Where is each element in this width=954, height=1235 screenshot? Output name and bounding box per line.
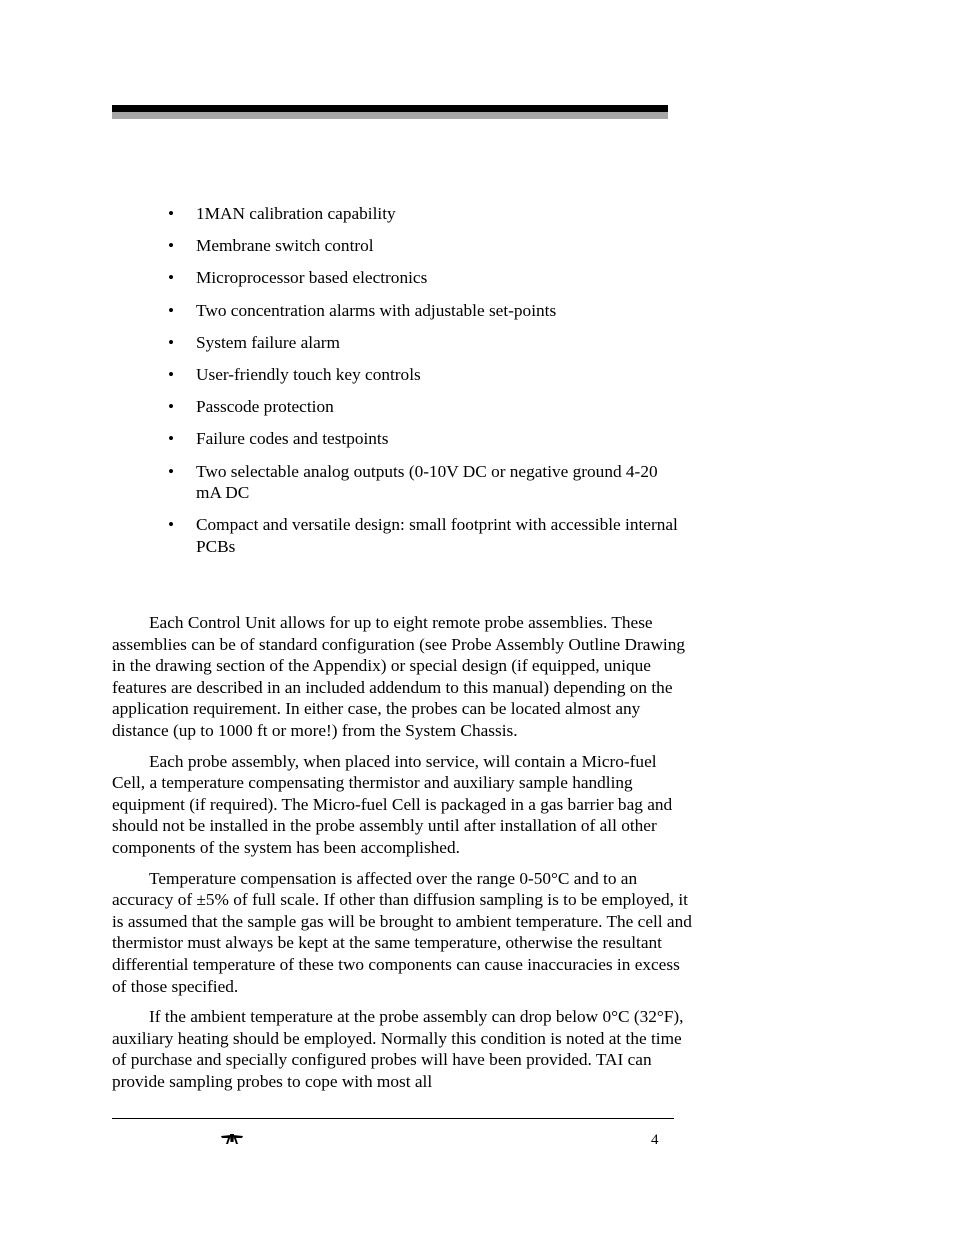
feature-text: Microprocessor based electronics xyxy=(196,268,428,288)
feature-text: Failure codes and testpoints xyxy=(196,429,389,449)
list-item xyxy=(166,300,686,322)
list-item xyxy=(166,235,686,257)
page-number: 4 xyxy=(651,1132,659,1148)
paragraph: Each probe assembly, when placed into service, will contain a Micro-fuel Cell, a temperature compensating thermistor and auxiliary sample handling equipment (if required). The Micro-fuel Cell is packaged in a gas barrier bag and should not be installed in the probe assembly until after installation of all other components of the system has been accomplished. xyxy=(112,751,673,857)
paragraph: If the ambient temperature at the probe assembly can drop below 0°C (32°F), auxiliary heating should be employed. Normally this condition is noted at the time of purchase and specially configured probes will have been provided. TAI can provide sampling probes to cope with most all xyxy=(112,1007,684,1091)
bullet-icon: • xyxy=(168,332,175,352)
list-item xyxy=(166,428,686,450)
list-item xyxy=(166,203,686,225)
feature-text: Membrane switch control xyxy=(196,236,374,256)
feature-list xyxy=(166,203,686,568)
feature-text: System failure alarm xyxy=(196,332,340,352)
paragraph: Each Control Unit allows for up to eight remote probe assemblies. These assemblies can be of standard configuration (see Probe Assembly Outline Drawing in the drawing section of the Appendix) or special design (if equipped, unique features are described in an included addendum to this manual) depending on the application requirement. In either case, the probes can be located almost any distance (up to 1000 ft or more!) from the System Chassis. xyxy=(112,613,686,740)
bullet-icon: • xyxy=(168,268,175,288)
list-item xyxy=(166,267,686,289)
header-rule-dark xyxy=(112,105,668,112)
feature-text: User-friendly touch key controls xyxy=(196,364,421,384)
footer-rule xyxy=(112,1118,674,1119)
header-rule-light xyxy=(112,112,668,119)
bullet-icon: • xyxy=(168,515,175,535)
bullet-icon: • xyxy=(168,397,175,417)
bullet-icon: • xyxy=(168,204,175,223)
bullet-icon: • xyxy=(168,364,175,384)
teledyne-logo-icon xyxy=(220,1132,244,1146)
feature-text: Two selectable analog outputs (0-10V DC or negative ground 4-20 mA DC xyxy=(196,461,658,502)
feature-text: 1MAN calibration capability xyxy=(196,204,396,223)
list-item xyxy=(166,364,686,386)
bullet-icon: • xyxy=(168,429,175,449)
bullet-icon: • xyxy=(168,300,175,320)
feature-text: Compact and versatile design: small footprint with accessible internal PCBs xyxy=(196,515,678,556)
list-item xyxy=(166,396,686,418)
header-rule xyxy=(112,105,668,119)
feature-text: Passcode protection xyxy=(196,397,334,417)
list-item xyxy=(166,514,686,557)
body-text xyxy=(112,612,692,1101)
feature-text: Two concentration alarms with adjustable set-points xyxy=(196,300,557,320)
paragraph: Temperature compensation is affected over the range 0-50°C and to an accuracy of ±5% of full scale. If other than diffusion sampling is to be employed, it is assumed that the sample gas will be brought to ambient temperature. The cell and thermistor must always be kept at the same temperature, otherwise the resultant differential temperature of these two components can cause inaccuracies in excess of those specified. xyxy=(112,868,692,996)
list-item xyxy=(166,332,686,354)
list-item xyxy=(166,461,686,504)
bullet-icon: • xyxy=(168,461,175,481)
bullet-icon: • xyxy=(168,236,175,256)
